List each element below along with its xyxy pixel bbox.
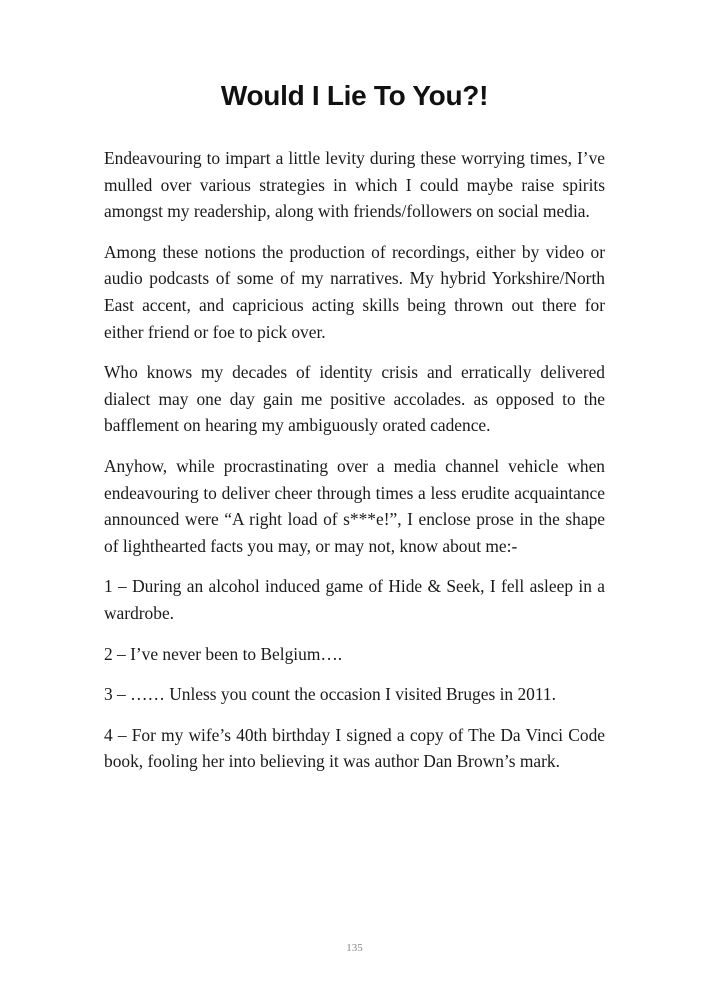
- page-title: Would I Lie To You?!: [220, 80, 489, 111]
- paragraph-recordings: Among these notions the production of recordings, either by video or audio podcasts of some of my narratives. My hybrid Yorkshire/North East accent, and capricious acting skills being thrown out there for either friend or foe to pick over.: [104, 241, 605, 342]
- fact-item-4: 4 – For my wife’s 40th birthday I signed a copy of The Da Vinci Code book, fooling her into believing it was author Dan Brown’s mark.: [104, 724, 605, 772]
- paragraph-dialect: Who knows my decades of identity crisis and erratically delivered dialect may one day gain me positive accolades. as opposed to the bafflement on hearing my ambiguously orated cadence.: [104, 362, 605, 436]
- paragraph-intro: Endeavouring to impart a little levity during these worrying times, I’ve mulled over various strategies in which I could maybe raise spirits amongst my readership, along with friends/followers on social media.: [104, 148, 605, 222]
- fact-item-3: 3 – …… Unless you count the occasion I visited Bruges in 2011.: [104, 684, 556, 705]
- paragraph-anyhow: Anyhow, while procrastinating over a media channel vehicle when endeavouring to deliver cheer through times a less erudite acquaintance announced were “A right load of s***e!”, I enclose prose in the shape of lighthearted facts you may, or may not, know about me:-: [104, 455, 605, 556]
- body-text: [104, 145, 605, 789]
- fact-item-2: 2 – I’ve never been to Belgium….: [104, 643, 343, 664]
- fact-item-1: 1 – During an alcohol induced game of Hide & Seek, I fell asleep in a wardrobe.: [104, 576, 605, 623]
- page-number: 135: [346, 942, 363, 954]
